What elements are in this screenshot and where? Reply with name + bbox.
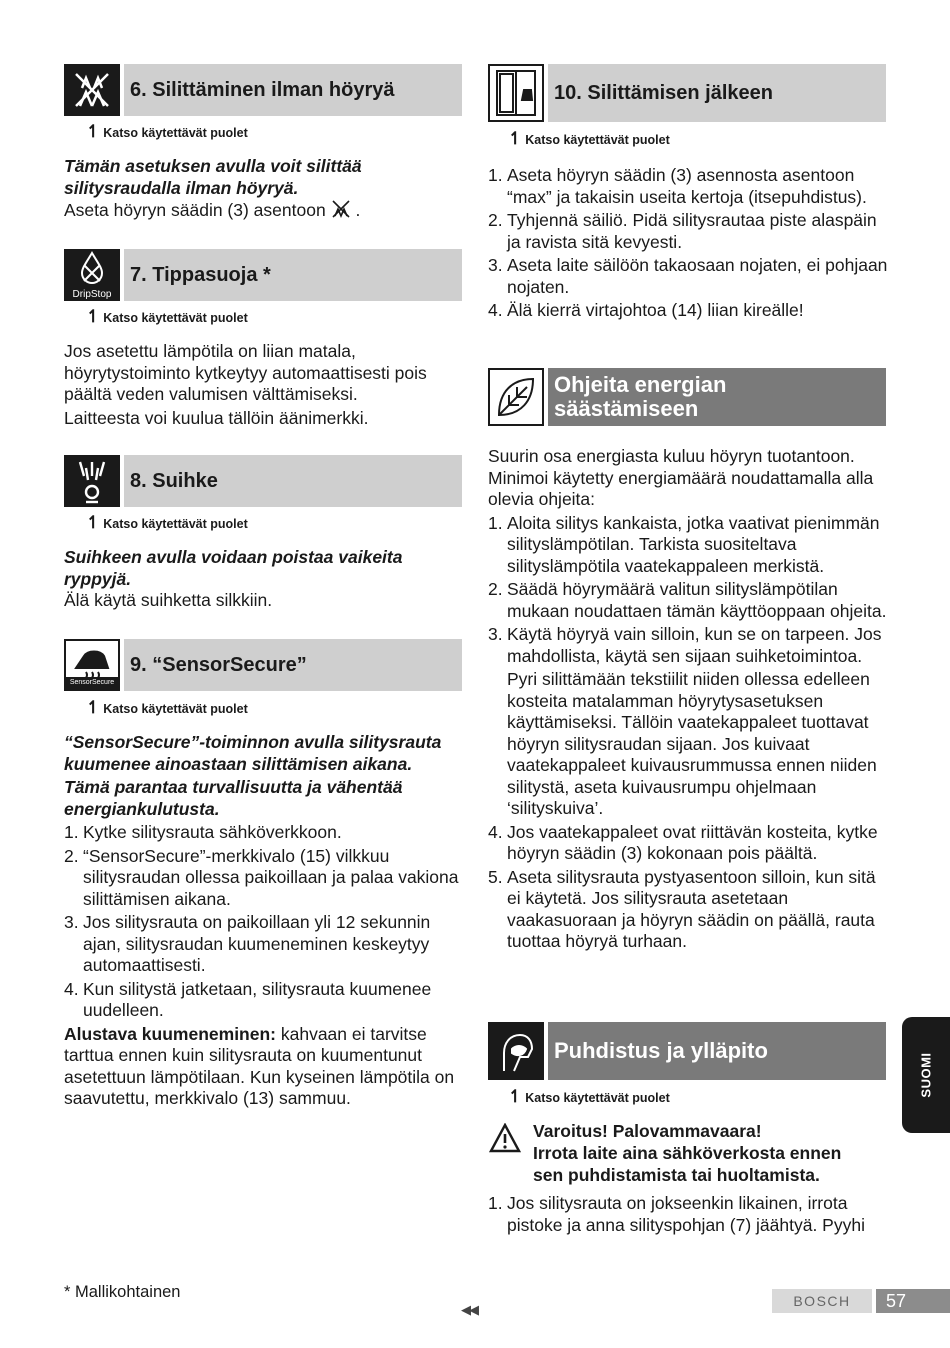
no-steam-icon (64, 64, 120, 116)
arrow-up-icon: ↿ (86, 122, 101, 141)
storage-cabinet-icon (488, 64, 544, 122)
section-6-header (64, 64, 462, 116)
list-item-text: Jos vaatekappaleet ovat riittävän kosteita, kytke höyryn säädin (3) kokonaan pois päältä. (507, 821, 878, 863)
list-item-number: 2. (488, 579, 503, 599)
list-item (64, 846, 464, 911)
cleaning-title: Puhdistus ja ylläpito (548, 1022, 886, 1080)
section-8-body (64, 547, 462, 612)
leaf-icon (488, 368, 544, 426)
see-sides-note: ↿ Katso käytettävät puolet (86, 307, 248, 326)
cleaning-header (488, 1022, 886, 1080)
list-item (488, 867, 888, 953)
footnote: * Mallikohtainen (64, 1283, 181, 1301)
energy-header (488, 368, 886, 426)
list-item-text: Jos silitysrauta on jokseenkin likainen, irrota pistoke ja anna silityspohjan (7) jäähtyä. Pyyhi (507, 1193, 865, 1235)
list-item (488, 210, 888, 253)
list-item (64, 822, 464, 844)
list-item (488, 513, 888, 578)
cleaning-icon (488, 1022, 544, 1080)
section-9-preheat: Alustava kuumeneminen: kahvaan ei tarvitse tarttua ennen kuin silitysrauta on kuumentunut asetettuun lämpötilaan. Kun kyseinen lämpötila on saavutettu, merkkivalo (13) sammuu. (64, 1023, 455, 1108)
list-item (64, 979, 464, 1022)
list-item-text: Tyhjennä säiliö. Pidä silitysrautaa piste alaspäin ja ravista sitä kevyesti. (507, 210, 877, 252)
no-steam-icon (331, 199, 351, 219)
section-6-text: Aseta höyryn säädin (3) asentoon . (64, 200, 361, 220)
section-8-title: 8. Suihke (124, 455, 462, 507)
previous-page-icon[interactable]: ◀◀ (461, 1302, 477, 1317)
section-9-header (64, 639, 462, 691)
section-9-lead1: “SensorSecure”-toiminnon avulla silitysrauta kuumenee ainoastaan silittämisen aikana. (64, 732, 442, 774)
arrow-up-icon: ↿ (86, 307, 101, 326)
see-sides-note: ↿ Katso käytettävät puolet (86, 513, 248, 532)
section-7-p2: Laitteesta voi kuulua tällöin äänimerkki. (64, 407, 369, 428)
list-item-text: Aseta höyryn säädin (3) asennosta asentoon “max” ja takaisin useita kertoja (itsepuhdistus). (507, 165, 867, 207)
section-9-list (64, 822, 464, 1022)
dripstop-icon (64, 249, 120, 301)
list-item-number: 1. (488, 512, 503, 533)
list-item-number: 3. (488, 255, 503, 275)
section-8-text: Älä käytä suihketta silkkiin. (64, 590, 273, 610)
list-item-number: 3. (64, 912, 79, 932)
see-sides-note: ↿ Katso käytettävät puolet (508, 129, 670, 148)
list-item-text: Pyri silittämään tekstiilit niiden ollessa edelleen kosteita matalamman höyrytysasetuksen käyttämiseksi. Tällöin vaatekappaleet tuottavat höyryn silitysraudan sijaan. Jos kuivaat vaatekappaleet kuivausrummussa ennen niiden silitystä, aseta kuivausrumpu ohjelmaan ‘silityskuiva’. (507, 669, 877, 818)
spray-icon (64, 455, 120, 507)
list-item-number: 4. (64, 978, 79, 999)
list-item-text: “SensorSecure”-merkkivalo (15) vilkkuu silitysraudan ollessa paikoillaan ja palaa vakiona silittämisen aikana. (83, 845, 459, 909)
energy-list (488, 513, 888, 953)
section-9-body (64, 732, 464, 1110)
arrow-up-icon: ↿ (86, 698, 101, 717)
list-item (488, 624, 888, 667)
section-6-title: 6. Silittäminen ilman höyryä (124, 64, 462, 116)
list-item-text: Aloita silitys kankaista, jotka vaativat pienimmän silityslämpötilan. Tarkista suositeltava silityslämpötila vaatekappaleen merkistä. (507, 512, 880, 576)
section-9-title: 9. “SensorSecure” (124, 639, 462, 691)
arrow-up-icon: ↿ (508, 129, 523, 148)
energy-title: Ohjeita energian säästämiseen (548, 368, 886, 426)
warning-icon (489, 1123, 521, 1153)
list-item-number: 2. (488, 210, 503, 230)
dripstop-label: DripStop (72, 289, 112, 300)
section-7-title: 7. Tippasuoja * (124, 249, 462, 301)
energy-body (488, 446, 888, 953)
list-item-text: Älä kierrä virtajohtoa (14) liian kireälle! (507, 300, 804, 320)
energy-intro: Suurin osa energiasta kuluu höyryn tuotantoon. Minimoi käytetty energiamäärä noudattamalla alla olevia ohjeita: (488, 446, 874, 509)
page-number: 57 (876, 1289, 950, 1313)
section-8-lead: Suihkeen avulla voidaan poistaa vaikeita ryppyjä. (64, 547, 403, 589)
list-item-text: Käytä höyryä vain silloin, kun se on tarpeen. Jos mahdollista, käytä sen sijaan suihketoimintoa. (507, 624, 882, 666)
list-item-number: 1. (64, 822, 79, 842)
list-item-text: Aseta laite säilöön takaosaan nojaten, ei pohjaan nojaten. (507, 255, 888, 297)
cleaning-body (488, 1191, 888, 1236)
list-item-number: 5. (488, 866, 503, 887)
list-item-number: 1. (488, 1193, 503, 1213)
section-8-header (64, 455, 462, 507)
list-item (488, 579, 888, 622)
see-sides-note: ↿ Katso käytettävät puolet (508, 1087, 670, 1106)
sensorsecure-icon (64, 639, 120, 691)
list-item (488, 255, 888, 298)
list-item (488, 669, 888, 820)
arrow-up-icon: ↿ (86, 513, 101, 532)
list-item-number: 1. (488, 165, 503, 185)
list-item (488, 822, 888, 865)
list-item-text: Kun silitystä jatketaan, silitysrauta kuumenee uudelleen. (83, 978, 432, 1020)
section-6-body (64, 156, 462, 222)
list-item (488, 300, 888, 322)
list-item-number: 4. (488, 821, 503, 842)
list-item (488, 165, 888, 208)
list-item-number: 2. (64, 845, 79, 866)
list-item-text: Säädä höyrymäärä valitun silityslämpötilan mukaan noudattaen tämän käyttöoppaan ohjeita. (507, 579, 887, 621)
warning-text: Irrota laite aina sähköverkosta ennen sen puhdistamista tai huoltamista. (533, 1143, 842, 1185)
list-item-text: Jos silitysrauta on paikoillaan yli 12 sekunnin ajan, silitysraudan kuumeneminen keskeytyy automaattisesti. (83, 912, 431, 975)
section-10-header (488, 64, 886, 122)
list-item (64, 912, 464, 977)
list-item-text: Aseta silitysrauta pystyasentoon silloin, kun sitä ei käytetä. Jos silitysrauta asetetaan vaakasuoraan ja höyryn säädin on päällä, rauta tuottaa höyryä turhaan. (507, 866, 876, 951)
language-tab: SUOMI (902, 1017, 950, 1133)
section-9-lead2: Tämä parantaa turvallisuutta ja vähentää energiankulutusta. (64, 777, 403, 819)
section-7-body (64, 341, 462, 429)
list-item (488, 1193, 888, 1236)
arrow-up-icon: ↿ (508, 1087, 523, 1106)
warning-title: Varoitus! Palovammavaara! (533, 1121, 762, 1141)
see-sides-note: ↿ Katso käytettävät puolet (86, 122, 248, 141)
section-6-lead: Tämän asetuksen avulla voit silittää silitysraudalla ilman höyryä. (64, 156, 362, 198)
list-item-text: Kytke silitysrauta sähköverkkoon. (83, 822, 342, 842)
section-10-body (488, 163, 888, 322)
list-item-number: 4. (488, 300, 503, 320)
see-sides-note: ↿ Katso käytettävät puolet (86, 698, 248, 717)
cleaning-list (488, 1193, 888, 1236)
brand-label: BOSCH (772, 1289, 872, 1313)
sensorsecure-label: SensorSecure (66, 677, 118, 689)
section-10-list (488, 165, 888, 322)
list-item-number: 3. (488, 624, 503, 644)
section-7-p1: Jos asetettu lämpötila on liian matala, höyrytystoiminto kytkeytyy automaattisesti pois päältä veden valumisen välttämiseksi. (64, 341, 427, 404)
section-7-header (64, 249, 462, 301)
section-10-title: 10. Silittämisen jälkeen (548, 64, 886, 122)
